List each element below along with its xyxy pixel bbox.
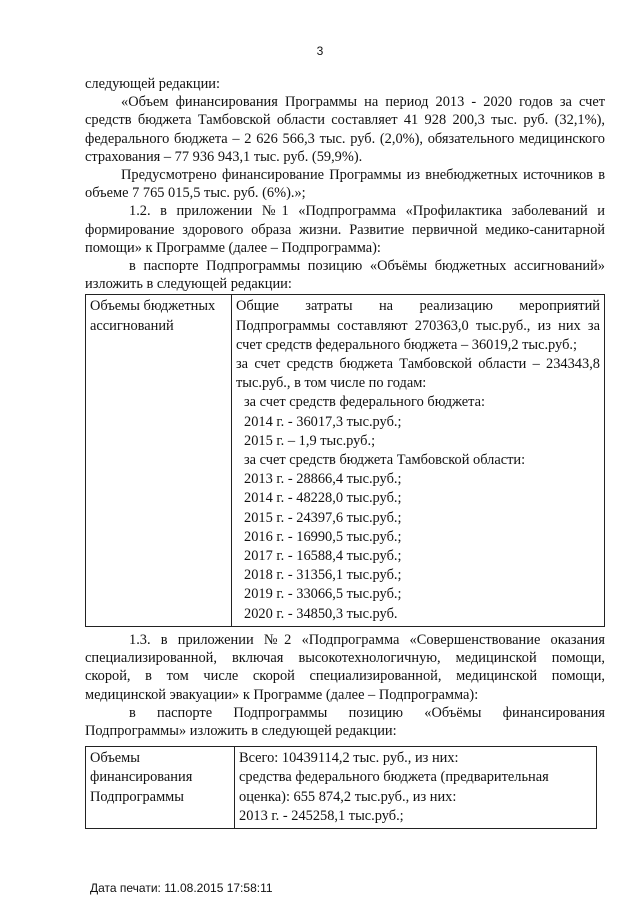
document-body bbox=[85, 75, 605, 829]
table-line: 2013 г. - 245258,1 тыс.руб.; bbox=[239, 807, 404, 824]
table-row bbox=[86, 747, 597, 829]
table-line: 2015 г. – 1,9 тыс.руб.; bbox=[244, 432, 376, 449]
paragraph-intro: следующей редакции: bbox=[85, 76, 220, 92]
paragraph-appendix-1: 1.2. в приложении №1 «Подпрограмма «Профилактика заболеваний и формирование здорового образа жизни. Развитие первичной медико-санитарной помощи» к Программе (далее – Подпрограмма): bbox=[85, 203, 605, 256]
table-line: 2019 г. - 33066,5 тыс.руб.; bbox=[244, 586, 402, 603]
table-row bbox=[86, 295, 605, 626]
table-line: Общие затраты на реализацию мероприятий Подпрограммы составляют 270363,0 тыс.руб., из них за счет средств федерального бюджета – 36019,2 тыс.руб.; bbox=[236, 298, 600, 353]
table-value-cell bbox=[232, 295, 605, 626]
budget-allocations-table bbox=[85, 294, 605, 626]
table-line: 2014 г. - 48228,0 тыс.руб.; bbox=[244, 490, 402, 507]
table-line: за счет средств бюджета Тамбовской области: bbox=[244, 452, 526, 469]
table-line: 2018 г. - 31356,1 тыс.руб.; bbox=[244, 567, 402, 584]
print-date-footer: Дата печати: 11.08.2015 17:58:11 bbox=[90, 881, 273, 895]
paragraph-extrabudgetary: Предусмотрено финансирование Программы из внебюджетных источников в объеме 7 765 015,5 тыс. руб. (6%).»; bbox=[85, 167, 605, 202]
table-line: 2016 г. - 16990,5 тыс.руб.; bbox=[244, 528, 402, 545]
paragraph-passport-2: в паспорте Подпрограммы позицию «Объёмы финансирования Подпрограммы» изложить в следующей редакции: bbox=[85, 704, 605, 739]
table-line: средства федерального бюджета (предварительная оценка): 655 874,2 тыс.руб., из них: bbox=[239, 769, 549, 805]
table-line: 2015 г. - 24397,6 тыс.руб.; bbox=[244, 509, 402, 526]
table-line: 2020 г. - 34850,3 тыс.руб. bbox=[244, 605, 398, 622]
table-line: Всего: 10439114,2 тыс. руб., из них: bbox=[239, 750, 459, 767]
paragraph-passport-1: в паспорте Подпрограммы позицию «Объёмы бюджетных ассигнований» изложить в следующей редакции: bbox=[85, 258, 605, 293]
table-line: 2013 г. - 28866,4 тыс.руб.; bbox=[244, 471, 402, 488]
page-number: 3 bbox=[316, 44, 324, 58]
table-line: 2017 г. - 16588,4 тыс.руб.; bbox=[244, 548, 402, 565]
table-line: 2014 г. - 36017,3 тыс.руб.; bbox=[244, 413, 402, 430]
table-value-cell bbox=[235, 747, 597, 829]
paragraph-financing-volume: «Объем финансирования Программы на период 2013 - 2020 годов за счет средств бюджета Тамбовской области составляет 41 928 200,3 тыс. руб. (32,1%), федерального бюджета – 2 626 566,3 тыс. руб. (2,0%), обязательного медицинского страхования – 77 936 943,1 тыс. руб. (59,9%). bbox=[85, 94, 605, 165]
table-label-cell: Объемы бюджетных ассигнований bbox=[86, 295, 232, 626]
table-line: за счет средств федерального бюджета: bbox=[244, 394, 486, 411]
paragraph-appendix-2: 1.3. в приложении №2 «Подпрограмма «Совершенствование оказания специализированной, включая высокотехнологичную, медицинской помощи, скорой, в том числе скорой специализированной, медицинской помощи, медицинской эвакуации» к Программе (далее – Подпрограмма): bbox=[85, 631, 605, 703]
table-line: за счет средств бюджета Тамбовской области – 234343,8 тыс.руб., в том числе по годам: bbox=[236, 356, 600, 392]
financing-volume-table bbox=[85, 746, 597, 829]
table-label-cell: Объемы финансирования Подпрограммы bbox=[86, 747, 235, 829]
